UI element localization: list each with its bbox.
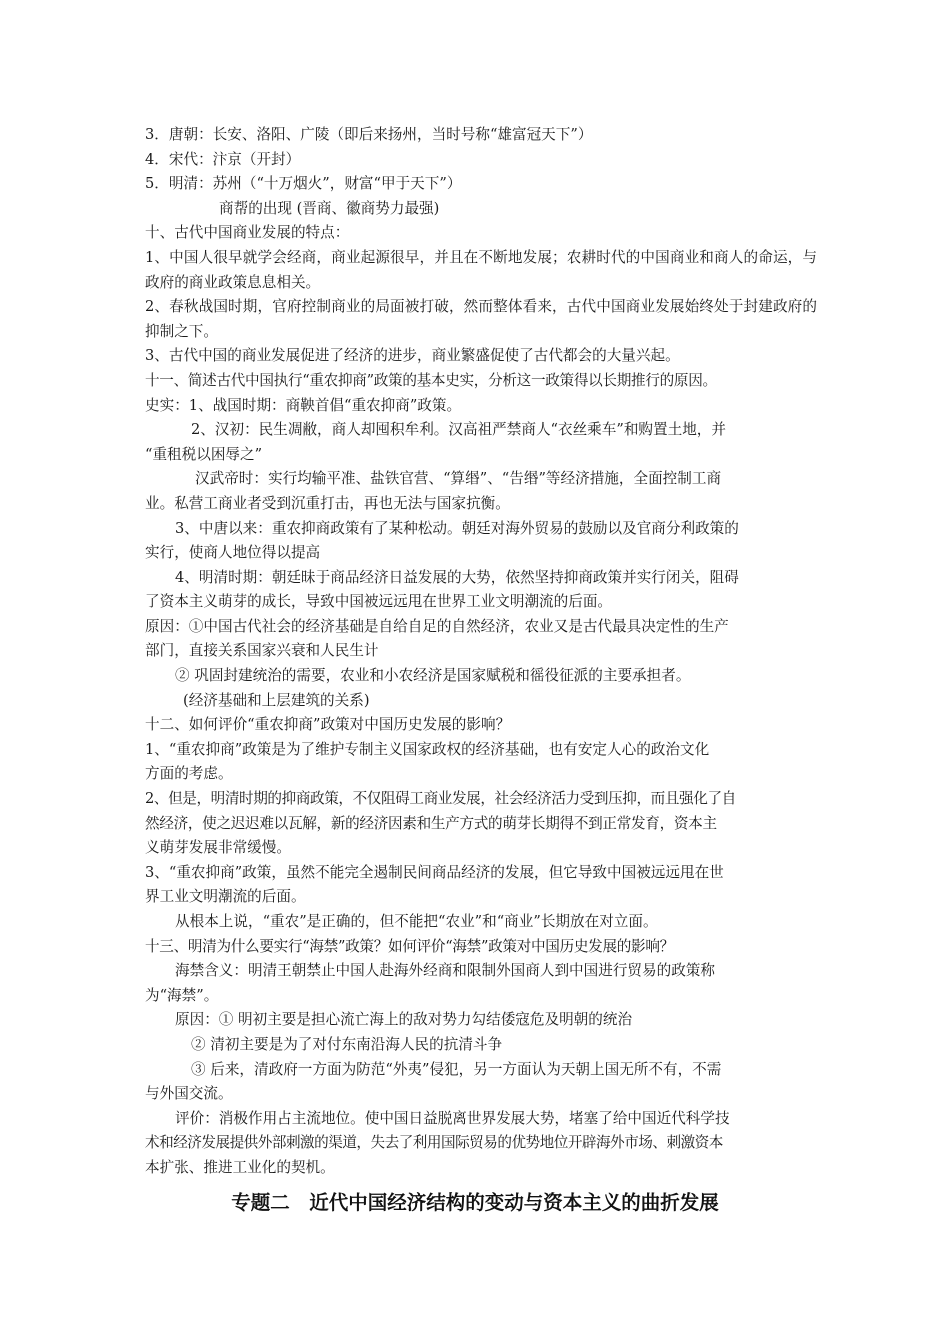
section-heading: 十二、如何评价“重农抑商”政策对中国历史发展的影响？ — [145, 716, 511, 734]
text-line: 5．明清：苏州（“十万烟火”，财富“甲于天下”） — [145, 175, 462, 193]
section-heading: 十一、简述古代中国执行“重农抑商”政策的基本史实，分析这一政策得以长期推行的原因。 — [145, 371, 717, 389]
paragraph: 2、春秋战国时期，官府控制商业的局面被打破，然而整体看来，古代中国商业发展始终处于封建政府的抑制之下。 — [145, 298, 817, 340]
text-line: 3．唐朝：长安、洛阳、广陵（即后来扬州，当时号称“雄富冠天下”） — [145, 126, 593, 143]
text-line: 1、“重农抑商”政策是为了维护专制主义国家政权的经济基础，也有安定人心的政治文化 — [145, 740, 710, 758]
text-line: 业。私营工商业者受到沉重打击，再也无法与国家抗衡。 — [145, 494, 510, 512]
text-line: 原因：①中国古代社会的经济基础是自给自足的自然经济，农业又是古代最具决定性的生产 — [145, 617, 729, 635]
text-line: 了资本主义萌芽的成长，导致中国被远远甩在世界工业文明潮流的后面。 — [145, 593, 613, 611]
text-line: 3、古代中国的商业发展促进了经济的进步，商业繁盛促使了古代都会的大量兴起。 — [145, 347, 680, 365]
chapter-heading: 专题二 近代中国经济结构的变动与资本主义的曲折发展 — [231, 1191, 719, 1214]
paragraph: 1、中国人很早就学会经商，商业起源很早，并且在不断地发展；农耕时代的中国商业和商人的命运，与政府的商业政策息息相关。 — [145, 248, 817, 291]
text-line: 4．宋代：汴京（开封） — [145, 150, 301, 168]
text-line: 从根本上说，“重农”是正确的，但不能把“农业”和“商业”长期放在对立面。 — [175, 913, 658, 930]
text-line: 然经济，使之迟迟难以瓦解，新的经济因素和生产方式的萌芽长期得不到正常发育，资本主 — [145, 814, 717, 832]
text-line: 方面的考虑。 — [145, 765, 233, 783]
text-line: 本扩张、推进工业化的契机。 — [145, 1158, 335, 1176]
text-line: (经济基础和上层建筑的关系) — [183, 691, 370, 709]
text-line: ③ 后来，清政府一方面为防范“外夷”侵犯，另一方面认为天朝上国无所不有，不需 — [191, 1060, 722, 1078]
text-line: 界工业文明潮流的后面。 — [145, 888, 306, 906]
document-body — [145, 123, 817, 1181]
text-line: ② 清初主要是为了对付东南沿海人民的抗清斗争 — [191, 1035, 503, 1053]
text-line: 海禁含义：明清王朝禁止中国人赴海外经商和限制外国商人到中国进行贸易的政策称 — [175, 962, 715, 980]
text-line: 3、中唐以来：重农抑商政策有了某种松动。朝廷对海外贸易的鼓励以及官商分利政策的 — [175, 519, 739, 537]
text-line: 部门，直接关系国家兴衰和人民生计 — [145, 642, 379, 660]
text-line: 4、明清时期：朝廷昧于商品经济日益发展的大势，依然坚持抑商政策并实行闭关，阻碍 — [175, 568, 739, 586]
text-line: “重租税以困辱之” — [145, 445, 263, 463]
text-line: ② 巩固封建统治的需要，农业和小农经济是国家赋税和徭役征派的主要承担者。 — [175, 667, 691, 685]
text-line: 2、汉初：民生凋敝，商人却囤积牟利。汉高祖严禁商人“衣丝乘车”和购置土地，并 — [191, 421, 726, 439]
text-line: 实行，使商人地位得以提高 — [145, 544, 321, 562]
text-line: 义萌芽发展非常缓慢。 — [145, 839, 291, 857]
text-line: 与外国交流。 — [145, 1085, 233, 1103]
text-line: 术和经济发展提供外部刺激的渠道，失去了利用国际贸易的优势地位开辟海外市场、刺激资本 — [145, 1134, 723, 1152]
text-line: 原因：① 明初主要是担心流亡海上的敌对势力勾结倭寇危及明朝的统治 — [175, 1011, 633, 1029]
text-line: 评价：消极作用占主流地位。使中国日益脱离世界发展大势，堵塞了给中国近代科学技 — [175, 1109, 730, 1127]
text-line: 2、但是，明清时期的抑商政策，不仅阻碍工商业发展，社会经济活力受到压抑，而且强化了自 — [145, 790, 736, 808]
text-line: 3、“重农抑商”政策，虽然不能完全遏制民间商品经济的发展，但它导致中国被远远甩在世 — [145, 863, 724, 881]
text-line: 史实：1、战国时期：商鞅首倡“重农抑商”政策。 — [145, 396, 462, 414]
text-line: 汉武帝时：实行均输平准、盐铁官营、“算缗”、“告缗”等经济措施，全面控制工商 — [195, 470, 722, 488]
section-heading: 十三、明清为什么要实行“海禁”政策？如何评价“海禁”政策对中国历史发展的影响？ — [145, 937, 674, 955]
section-heading: 十、古代中国商业发展的特点： — [145, 224, 350, 242]
text-line: 商帮的出现 (晋商、徽商势力最强) — [219, 199, 440, 217]
text-line: 为“海禁”。 — [145, 986, 219, 1004]
